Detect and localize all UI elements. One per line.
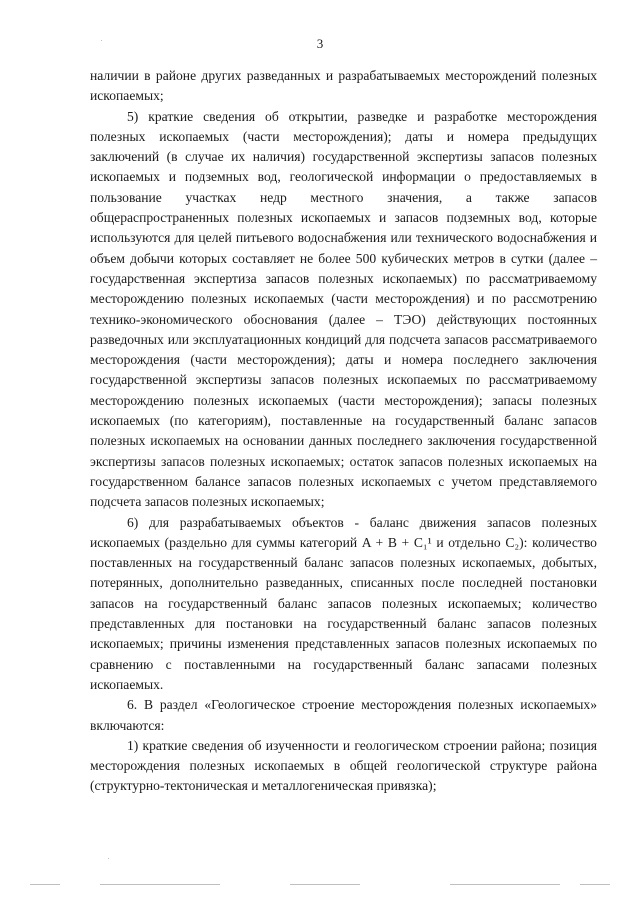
formula-categories-sum: A + B + C₁¹ — [361, 534, 432, 550]
scan-edge-line — [290, 884, 360, 885]
paragraph-item-5: 5) краткие сведения об открытии, разведке и разработке месторождения полезных ископаемых (части месторождения); даты и номера предыдущих заключений (в случае их наличия) государственной экспертизы запасов полезных ископаемых и подземных вод, геологической информации о предоставляемых в пользование участках недр местного значения, а также запасов общераспространенных полезных ископаемых и запасов подземных вод, которые используются для целей питьевого водоснабжения или технического водоснабжения и объем добычи которых составляет не более 500 кубических метров в сутки (далее – государственная экспертиза запасов полезных ископаемых) по рассматриваемому месторождению полезных ископаемых (части месторождения) и по рассмотрению технико-экономического обоснования (далее – ТЭО) действующих постоянных разведочных или эксплуатационных кондиций для подсчета запасов рассматриваемого месторождения (части месторождения); даты и номера последнего заключения государственной экспертизы запасов полезных ископаемых по рассматриваемому месторождению полезных ископаемых (части месторождения); запасы полезных ископаемых (по категориям), поставленные на государственный баланс запасов полезных ископаемых на основании данных последнего заключения государственной экспертизы запасов полезных ископаемых; остаток запасов полезных ископаемых на государственном балансе запасов полезных ископаемых с учетом представляемого подсчета запасов полезных ископаемых; — [90, 108, 597, 510]
page-number: 3 — [316, 36, 324, 51]
paragraph-item-6-text-between: и отдельно — [431, 534, 506, 550]
scan-edge-artifacts — [30, 884, 610, 888]
scan-edge-line — [30, 884, 60, 885]
paragraph-section-6-item-1: 1) краткие сведения об изученности и геологическом строении района; позиция месторождения полезных ископаемых в общей геологической структуре района (структурно-тектоническая и металлогеническая привязка); — [90, 737, 597, 794]
scan-edge-line — [450, 884, 560, 885]
scan-edge-line — [100, 884, 220, 885]
scan-edge-line — [580, 884, 610, 885]
formula-category-c2: C₂ — [505, 534, 520, 550]
body-text — [90, 66, 597, 797]
paragraph-continuation: наличии в районе других разведанных и разрабатываемых месторождений полезных ископаемых; — [90, 68, 597, 104]
scan-speck — [108, 858, 109, 859]
scan-speck — [101, 40, 102, 41]
paragraph-item-6 — [90, 513, 597, 696]
section-6-heading-paragraph: 6. В раздел «Геологическое строение месторождения полезных ископаемых» включаются: — [90, 697, 597, 733]
paragraph-item-6-text-after: ): количество поставленных на государственный баланс запасов полезных ископаемых, добытых, потерянных, дополнительно разведанных, списанных после последней постановки запасов на государственный баланс запасов полезных ископаемых; количество представленных для постановки на государственный баланс запасов полезных ископаемых; причины изменения представленных запасов полезных ископаемых по сравнению с поставленными на государственный баланс запасами полезных ископаемых. — [90, 534, 597, 692]
paragraph-item-6-text-before: 6) для разрабатываемых объектов - баланс движения запасов полезных ископаемых (раздельно для суммы категорий — [90, 514, 597, 550]
